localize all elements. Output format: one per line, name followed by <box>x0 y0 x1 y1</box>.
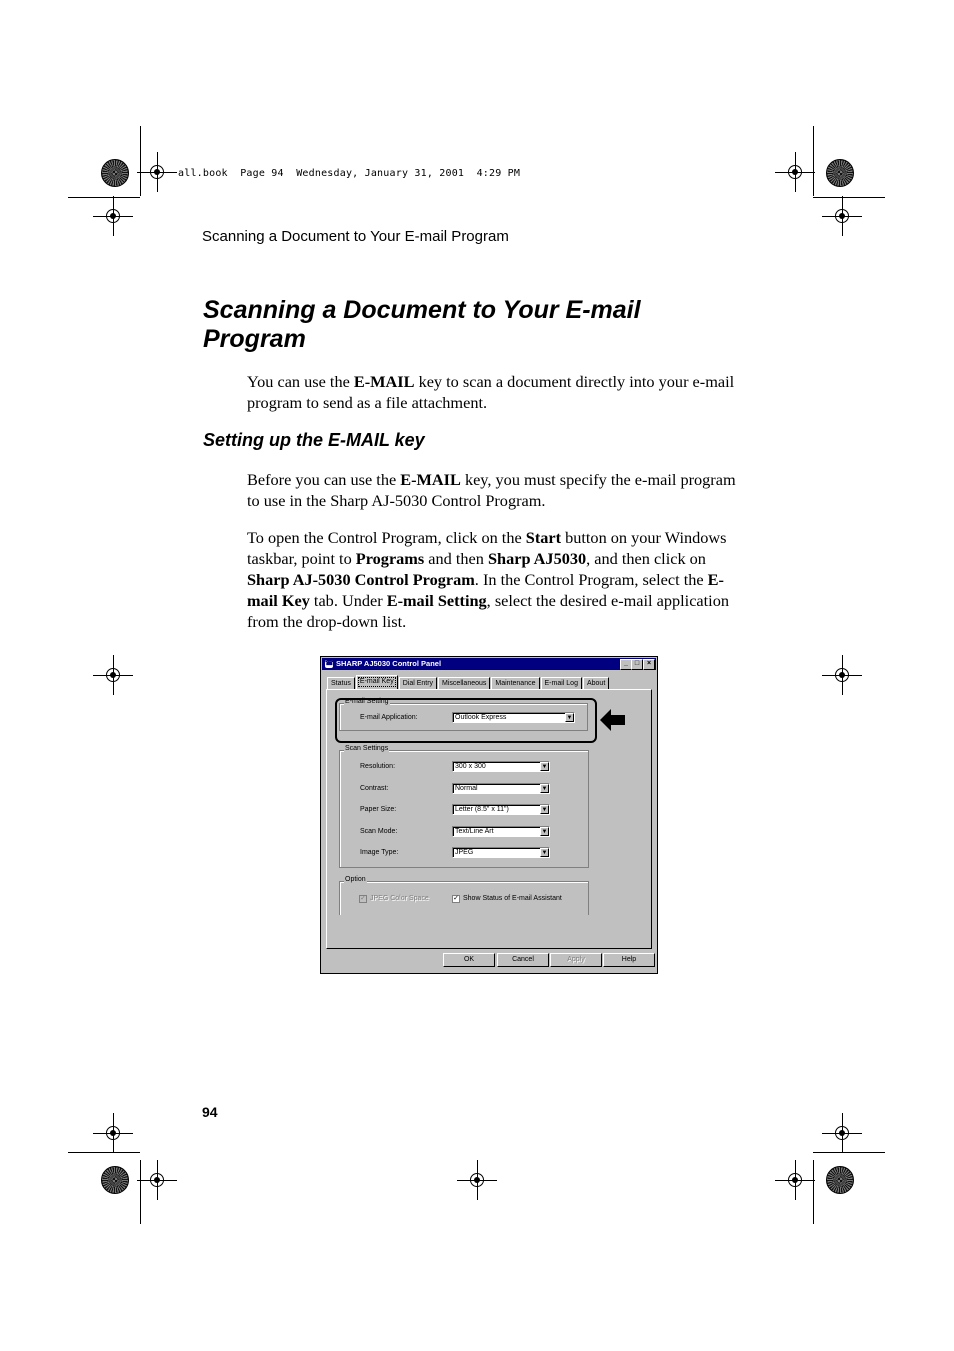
form-row <box>340 783 588 797</box>
jpeg-color-space-checkbox[interactable]: ✓ <box>360 895 366 902</box>
paragraph-2: To open the Control Program, click on the Start button on your Windows taskbar, point to Programs and then Sharp AJ5030, and then click on Sharp AJ-5030 Control Program. In the Control Program, select the E-mail Key tab. Under E-mail Setting, select the desired e-mail application from the drop-down list. <box>247 528 729 631</box>
scan-settings-group <box>339 745 589 868</box>
help-button[interactable]: Help <box>603 953 655 967</box>
select-value: 300 x 300 <box>455 763 486 770</box>
select-value: Text/Line Art <box>455 828 494 835</box>
image-type-select[interactable] <box>452 847 550 858</box>
chevron-down-icon[interactable]: ▼ <box>541 829 548 835</box>
select-value: JPEG <box>455 849 474 856</box>
running-head: Scanning a Document to Your E-mail Program <box>202 228 509 245</box>
arrow-left-icon <box>600 709 626 731</box>
group-label: Option <box>345 876 366 883</box>
field-label: Contrast: <box>360 785 389 792</box>
select-value: Normal <box>455 785 478 792</box>
print-slug: all.book Page 94 Wednesday, January 31, 2001 4:29 PM <box>178 168 521 179</box>
section-heading: Setting up the E-MAIL key <box>203 430 425 450</box>
field-label: Image Type: <box>360 849 399 856</box>
field-label: E-mail Application: <box>360 714 418 721</box>
select-value: Outlook Express <box>455 714 507 721</box>
field-label: Scan Mode: <box>360 828 398 835</box>
chevron-down-icon[interactable]: ▼ <box>541 807 548 813</box>
crop-mark <box>813 197 885 198</box>
select-value: Letter (8.5" x 11") <box>455 806 509 813</box>
crop-mark <box>140 126 141 196</box>
color-bar-icon <box>101 1166 129 1194</box>
scan-mode-select[interactable] <box>452 826 550 837</box>
cancel-button[interactable]: Cancel <box>497 953 549 967</box>
dialog-titlebar <box>322 658 656 670</box>
color-bar-icon <box>101 159 129 187</box>
checkbox-label: JPEG Color Space <box>370 895 429 902</box>
tab-about[interactable]: About <box>583 677 609 689</box>
tab-strip <box>327 677 610 689</box>
tab-email-log[interactable]: E-mail Log <box>541 677 582 689</box>
ok-button[interactable]: OK <box>443 953 495 967</box>
tab-status[interactable]: Status <box>327 677 355 689</box>
maximize-icon[interactable]: □ <box>631 659 643 670</box>
crop-mark <box>813 1152 885 1153</box>
color-bar-icon <box>826 159 854 187</box>
chevron-down-icon[interactable]: ▼ <box>541 764 548 770</box>
field-label: Paper Size: <box>360 806 397 813</box>
tab-dial-entry[interactable]: Dial Entry <box>399 677 437 689</box>
close-icon[interactable]: × <box>643 659 655 670</box>
tab-maintenance[interactable]: Maintenance <box>491 677 539 689</box>
apply-button[interactable]: Apply <box>550 953 602 967</box>
option-group <box>339 876 589 915</box>
crop-mark <box>68 197 140 198</box>
contrast-select[interactable] <box>452 783 550 794</box>
dialog-title: SHARP AJ5030 Control Panel <box>336 659 442 668</box>
crop-mark <box>813 126 814 196</box>
page-number: 94 <box>202 1104 218 1120</box>
checkbox-label: Show Status of E-mail Assistant <box>463 895 562 902</box>
crop-mark <box>813 1160 814 1224</box>
minimize-icon[interactable]: _ <box>620 659 632 670</box>
field-label: Resolution: <box>360 763 396 770</box>
group-label: Scan Settings <box>345 745 389 752</box>
paragraph-1: Before you can use the E-MAIL key, you must specify the e-mail program to use in the Sharp AJ-5030 Control Program. <box>247 470 736 510</box>
callout-highlight <box>335 698 597 743</box>
paper-size-select[interactable] <box>452 804 550 815</box>
crop-mark <box>140 1160 141 1224</box>
page-title: Scanning a Document to Your E-mail Program <box>203 296 641 353</box>
tab-email-key[interactable]: E-mail Key <box>356 675 398 689</box>
form-row <box>340 847 588 861</box>
group-label: E-mail Setting <box>345 698 389 705</box>
tab-miscellaneous[interactable]: Miscellaneous <box>438 677 490 689</box>
form-row <box>340 761 588 775</box>
crop-mark <box>68 1152 140 1153</box>
chevron-down-icon[interactable]: ▼ <box>541 850 548 856</box>
show-status-checkbox[interactable]: ✓ <box>453 895 459 902</box>
resolution-select[interactable] <box>452 761 550 772</box>
form-row <box>340 826 588 840</box>
intro-paragraph: You can use the E-MAIL key to scan a document directly into your e-mail program to send as a file attachment. <box>247 372 735 412</box>
form-row <box>340 804 588 818</box>
chevron-down-icon[interactable]: ▼ <box>541 786 548 792</box>
app-icon: ☎ <box>325 660 334 667</box>
chevron-down-icon[interactable]: ▼ <box>566 715 573 721</box>
color-bar-icon <box>826 1166 854 1194</box>
